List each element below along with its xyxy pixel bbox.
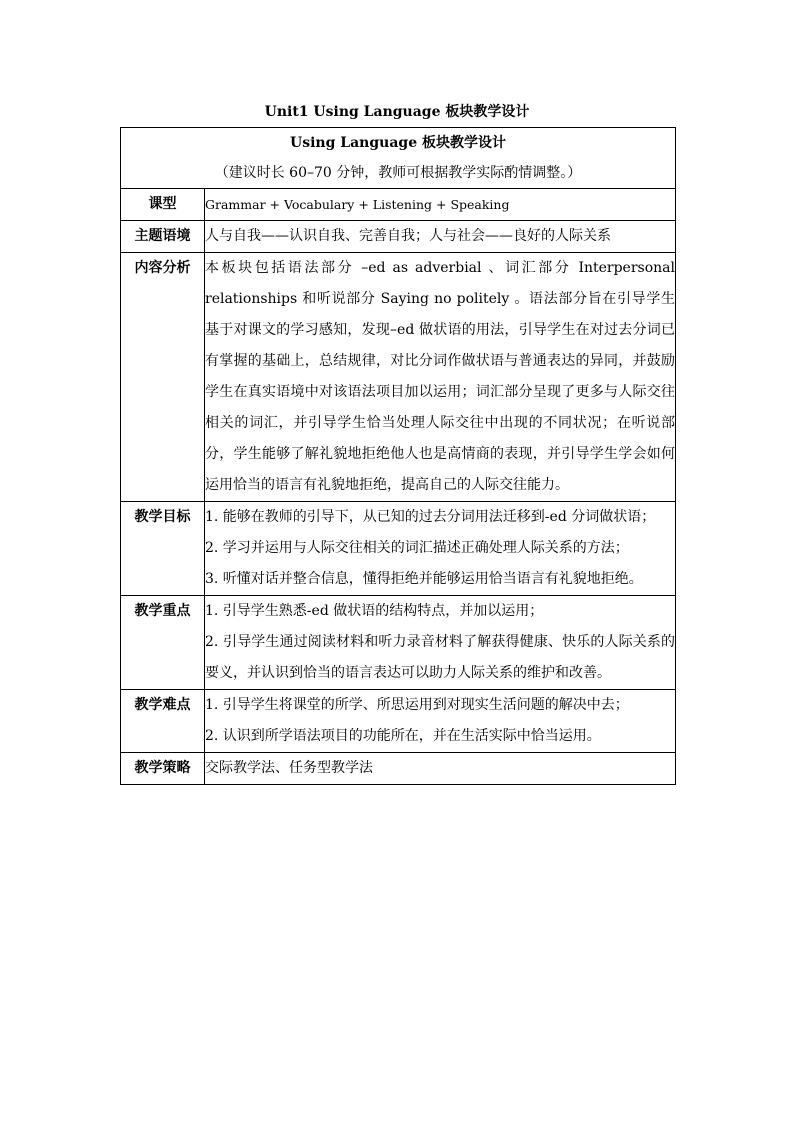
content-line: 1. 引导学生熟悉-ed 做状语的结构特点，并加以运用；: [205, 603, 544, 619]
row-label-lesson-type: 课型: [121, 189, 205, 221]
content-line: 1. 引导学生将课堂的所学、所思运用到对现实生活问题的解决中去；: [205, 697, 629, 713]
table-row: [121, 596, 676, 690]
content-line: 人与自我——认识自我、完善自我；人与社会——良好的人际关系: [205, 228, 611, 244]
table-header-subtitle: （建议时长 60–70 分钟，教师可根据教学实际酌情调整。）: [214, 165, 582, 181]
content-line: 2. 认识到所学语法项目的功能所在，并在生活实际中恰当运用。: [205, 728, 601, 744]
lesson-plan-table: [120, 127, 676, 785]
row-content-teaching-objectives: [205, 502, 676, 596]
table-header-cell: [121, 128, 676, 189]
row-content-difficult-points: [205, 690, 676, 753]
table-row: [121, 502, 676, 596]
content-line: 交际教学法、任务型教学法: [205, 760, 373, 776]
row-label-teaching-objectives: 教学目标: [121, 502, 205, 596]
content-line: 本板块包括语法部分 –ed as adverbial 、词汇部分 Interpersonal relationships 和听说部分 Saying no politely 。语法部分旨在引导学生基于对课文的学习感知，发现–ed 做状语的用法，引导学生在对过去分词已有掌握的基础上，总结规律，对比分词作做状语与普通表达的异同，并鼓励学生在真实语境中对该语法项目加以运用；词汇部分呈现了更多与人际交往相关的词汇，并引导学生恰当处理人际交往中出现的不同状况；在听说部分，学生能够了解礼貌地拒绝他人也是高情商的表现，并引导学生学会如何运用恰当的语言有礼貌地拒绝，提高自己的人际交往能力。: [205, 260, 675, 493]
table-header-row: [121, 128, 676, 189]
row-label-teaching-strategies: 教学策略: [121, 753, 205, 785]
row-label-difficult-points: 教学难点: [121, 690, 205, 753]
table-row: [121, 253, 676, 502]
document-title: Unit1 Using Language 板块教学设计: [264, 104, 530, 120]
table-row: [121, 189, 676, 221]
content-line: 2. 引导学生通过阅读材料和听力录音材料了解获得健康、快乐的人际关系的要义，并认识到恰当的语言表达可以助力人际关系的维护和改善。: [205, 634, 675, 681]
row-content-lesson-type: [205, 189, 676, 221]
row-label-key-points: 教学重点: [121, 596, 205, 690]
row-content-content-analysis: [205, 253, 676, 502]
content-line: Grammar + Vocabulary + Listening + Speaking: [205, 197, 510, 212]
table-row: [121, 753, 676, 785]
row-label-theme-context: 主题语境: [121, 221, 205, 253]
content-line: 1. 能够在教师的引导下，从已知的过去分词用法迁移到-ed 分词做状语；: [205, 509, 656, 525]
row-content-teaching-strategies: [205, 753, 676, 785]
row-content-key-points: [205, 596, 676, 690]
content-line: 2. 学习并运用与人际交往相关的词汇描述正确处理人际关系的方法；: [205, 540, 629, 556]
row-content-theme-context: [205, 221, 676, 253]
content-line: 3. 听懂对话并整合信息，懂得拒绝并能够运用恰当语言有礼貌地拒绝。: [205, 571, 643, 587]
row-label-content-analysis: 内容分析: [121, 253, 205, 502]
table-row: [121, 690, 676, 753]
table-header-title: Using Language 板块教学设计: [290, 135, 506, 151]
table-row: [121, 221, 676, 253]
